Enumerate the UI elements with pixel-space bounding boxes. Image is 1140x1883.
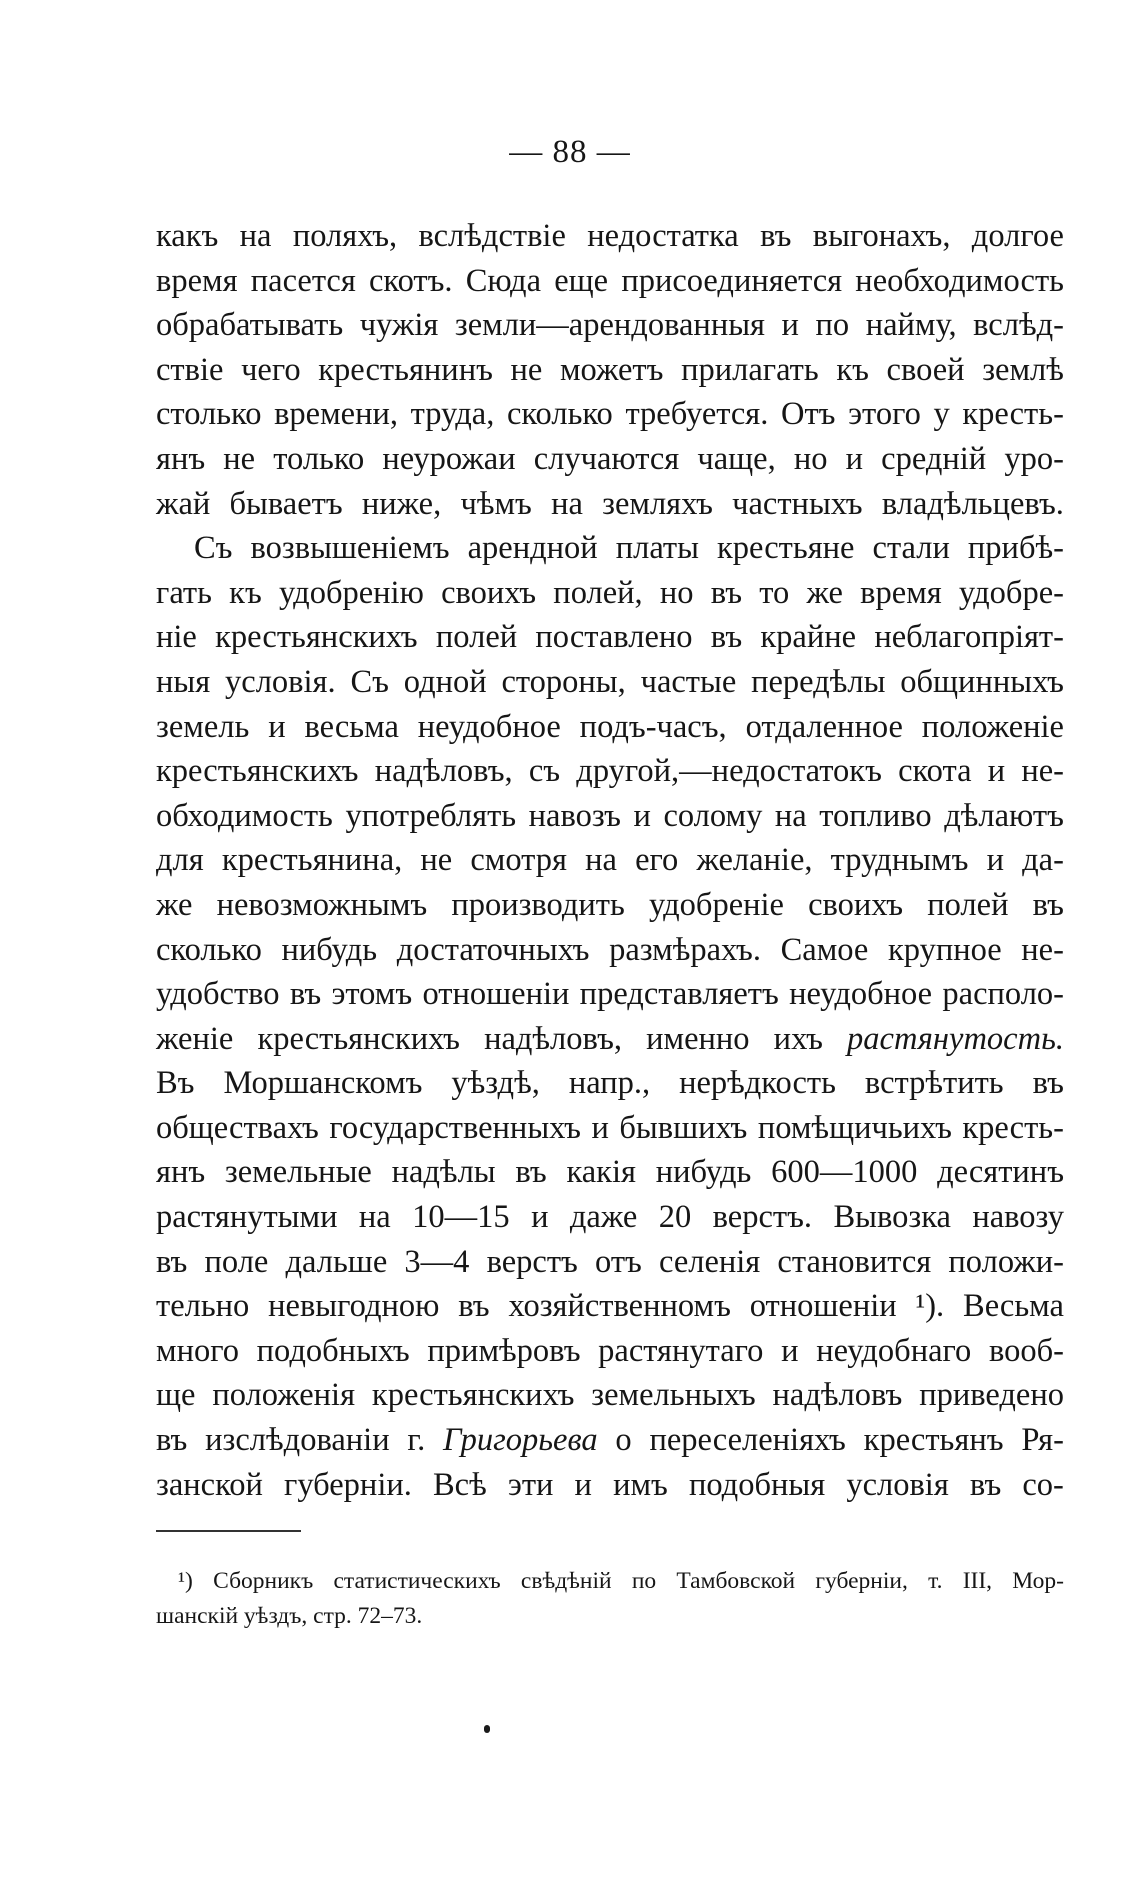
word: располо- xyxy=(942,976,1064,1013)
word: средній xyxy=(881,440,987,477)
word: напр., xyxy=(568,1065,651,1102)
word: вслѣд- xyxy=(973,307,1064,344)
word: размѣрахъ. xyxy=(609,931,761,968)
word: земли—арендованныя xyxy=(454,307,765,344)
text-line xyxy=(156,1418,1064,1463)
word: гать xyxy=(156,574,212,611)
word: г. xyxy=(407,1422,426,1459)
text-line xyxy=(156,259,1064,304)
word: общинныхъ xyxy=(900,663,1064,700)
text-line xyxy=(156,1329,1064,1374)
word: Съ xyxy=(194,530,233,567)
word: къ xyxy=(836,351,869,388)
text-line xyxy=(156,571,1064,616)
word: бывшихъ xyxy=(619,1109,748,1146)
word: неудобнаго xyxy=(816,1332,972,1369)
word: ¹) xyxy=(178,1568,193,1594)
text-line xyxy=(156,838,1064,883)
word: вслѣдствіе xyxy=(418,218,566,254)
word: можетъ xyxy=(559,351,664,388)
word: арендной xyxy=(467,530,598,567)
word: но xyxy=(659,574,694,611)
word: много xyxy=(156,1332,239,1369)
word: Моршанскомъ xyxy=(223,1065,423,1102)
page-number: — 88 — xyxy=(509,134,631,170)
word: своихъ xyxy=(441,574,537,611)
word: крестьяне xyxy=(716,530,855,567)
word: удобре- xyxy=(958,574,1064,611)
text-line xyxy=(156,705,1064,750)
word: земель xyxy=(156,708,250,745)
word: крестьянскихъ xyxy=(215,619,418,656)
word: съ xyxy=(528,753,561,790)
word: и xyxy=(987,753,1006,790)
word: подъ-часъ, xyxy=(579,708,727,745)
word: неудобное xyxy=(417,708,561,745)
word: не xyxy=(510,351,543,388)
footnote-line xyxy=(156,1564,1064,1599)
word: скота xyxy=(898,753,972,790)
word: представляетъ xyxy=(579,976,779,1013)
word: только xyxy=(273,440,365,477)
word: производить xyxy=(451,886,625,923)
word: 600—1000 xyxy=(771,1154,918,1191)
word: употреблять xyxy=(345,797,517,834)
word: крестьянина, xyxy=(221,842,403,879)
word: невыгодною xyxy=(268,1288,440,1325)
word: десятинъ xyxy=(937,1154,1064,1191)
word: на xyxy=(585,842,617,879)
word: изслѣдованіи xyxy=(205,1422,390,1459)
word: отдаленное xyxy=(745,708,903,745)
word: же xyxy=(806,574,843,611)
word: растянутаго xyxy=(598,1332,764,1369)
word: недостатка xyxy=(587,218,739,254)
word: въ xyxy=(289,976,322,1013)
word: и xyxy=(591,1109,609,1146)
word: пасется xyxy=(250,262,356,299)
word: удобренію xyxy=(278,574,424,611)
text-line xyxy=(156,1061,1064,1106)
word: полей xyxy=(927,886,1009,923)
word: 3—4 xyxy=(404,1243,470,1280)
word: III, xyxy=(962,1568,993,1594)
word: кресть- xyxy=(962,1109,1064,1146)
word: на xyxy=(358,1199,391,1236)
text-line xyxy=(156,615,1064,660)
word: время xyxy=(156,262,238,299)
word: верстъ. xyxy=(712,1199,813,1236)
text-line xyxy=(156,1463,1064,1508)
word: найму, xyxy=(865,307,957,344)
word: растянутыми xyxy=(156,1199,338,1236)
word: еще xyxy=(554,262,609,299)
word: какъ xyxy=(156,218,219,254)
footnote xyxy=(156,1564,1064,1634)
word: свѣдѣній xyxy=(520,1568,612,1594)
word: и xyxy=(633,797,651,834)
ink-dot xyxy=(484,1725,490,1733)
word: въ xyxy=(1032,1065,1064,1102)
word: топливо xyxy=(819,797,932,834)
word: же xyxy=(156,886,193,923)
word: достаточныхъ xyxy=(396,931,590,968)
text-line xyxy=(156,214,1064,259)
word: своей xyxy=(886,351,965,388)
word: чужія xyxy=(359,307,439,344)
word: прилагать xyxy=(681,351,819,388)
word: не xyxy=(420,842,453,879)
word: въ xyxy=(156,1422,188,1459)
word: положеніе xyxy=(921,708,1064,745)
word: столько xyxy=(156,396,262,433)
word: прибѣ- xyxy=(967,530,1064,567)
word: Сюда xyxy=(465,262,542,299)
text-line xyxy=(156,482,1064,527)
word: на xyxy=(239,218,272,254)
word: обрабатывать xyxy=(156,307,344,344)
word: крестьянскихъ xyxy=(371,1377,575,1414)
word: хозяйственномъ xyxy=(508,1288,731,1325)
word: полей xyxy=(435,619,518,656)
word: по xyxy=(815,307,850,344)
word: платы xyxy=(615,530,699,567)
word: условія xyxy=(846,1466,949,1503)
word: поляхъ, xyxy=(292,218,398,254)
word: женіе xyxy=(156,1020,234,1057)
footnote-divider xyxy=(156,1530,301,1532)
body-text xyxy=(156,214,1064,1507)
word: этого xyxy=(848,396,921,433)
word: этомъ xyxy=(331,976,413,1013)
text-line xyxy=(156,437,1064,482)
word: желаніе, xyxy=(696,842,813,879)
word: примѣровъ xyxy=(427,1332,581,1369)
text-line xyxy=(156,972,1064,1017)
word: и xyxy=(574,1466,592,1503)
word: встрѣтить xyxy=(864,1065,1004,1102)
text-line xyxy=(156,1240,1064,1285)
text-line xyxy=(156,1017,1064,1062)
word: Тамбовской xyxy=(676,1568,796,1594)
word: чаще, xyxy=(697,440,776,477)
word: въ xyxy=(458,1288,490,1325)
word: даже xyxy=(569,1199,638,1236)
word: требуется. xyxy=(625,396,769,433)
word: губерніи. xyxy=(284,1466,412,1503)
word: отношеніи xyxy=(749,1288,897,1325)
word: положенія xyxy=(212,1377,356,1414)
word: со- xyxy=(1022,1466,1064,1503)
word: бываетъ xyxy=(229,485,343,522)
text-line xyxy=(156,1284,1064,1329)
text-line xyxy=(156,1373,1064,1418)
text-line xyxy=(156,794,1064,839)
word: Весьма xyxy=(963,1288,1064,1325)
text-line xyxy=(156,1150,1064,1195)
word: невозможнымъ xyxy=(216,886,428,923)
word: ихъ xyxy=(773,1020,823,1057)
word: становится xyxy=(777,1243,932,1280)
word: 10—15 xyxy=(412,1199,510,1236)
word: земляхъ xyxy=(602,485,713,522)
word: ствіе xyxy=(156,351,224,388)
word: труда, xyxy=(410,396,495,433)
word: Самое xyxy=(780,931,869,968)
word: навозу xyxy=(972,1199,1064,1236)
word: и xyxy=(781,1332,799,1369)
word: стороны, xyxy=(501,663,626,700)
word: нибудь xyxy=(281,931,378,968)
word: растянутость. xyxy=(847,1020,1064,1057)
text-line xyxy=(156,749,1064,794)
word: передѣлы xyxy=(751,663,886,700)
word: времени, xyxy=(274,396,399,433)
text-line xyxy=(156,303,1064,348)
word: крестьянскихъ xyxy=(257,1020,460,1057)
word: 20 xyxy=(658,1199,692,1236)
text-line xyxy=(156,392,1064,437)
word: въ xyxy=(969,1466,1002,1503)
word: необходимость xyxy=(855,262,1064,299)
word: частые xyxy=(640,663,737,700)
word: крупное xyxy=(887,931,1002,968)
word: Всѣ xyxy=(433,1466,487,1503)
word: смотря xyxy=(470,842,567,879)
word: дѣлаютъ xyxy=(944,797,1064,834)
word: землѣ xyxy=(982,351,1064,388)
word: жай xyxy=(156,485,211,522)
word: и xyxy=(781,307,799,344)
word: положи- xyxy=(948,1243,1064,1280)
word: скотъ. xyxy=(369,262,453,299)
word: какія xyxy=(566,1154,636,1191)
text-line xyxy=(156,928,1064,973)
footnote-line: шанскій уѣздъ, стр. 72–73. xyxy=(156,1603,423,1629)
word: не- xyxy=(1021,931,1064,968)
word: обходимость xyxy=(156,797,333,834)
word: крестьянинъ xyxy=(318,351,493,388)
word: нерѣдкость xyxy=(679,1065,836,1102)
word: именно xyxy=(646,1020,750,1057)
word: крайне xyxy=(760,619,857,656)
word: надѣловъ xyxy=(772,1377,903,1414)
word: выгонахъ, xyxy=(812,218,951,254)
word: присоединяется xyxy=(621,262,843,299)
word: дальше xyxy=(285,1243,388,1280)
word: надѣлы xyxy=(391,1154,496,1191)
word: помѣщичьихъ xyxy=(757,1109,952,1146)
word: въ xyxy=(760,218,792,254)
word: въ xyxy=(156,1243,188,1280)
word: верстъ xyxy=(486,1243,578,1280)
word: другой,—недостатокъ xyxy=(576,753,882,790)
word: труднымъ xyxy=(830,842,969,879)
word: условія. xyxy=(225,663,336,700)
word: время xyxy=(860,574,942,611)
word: поле xyxy=(204,1243,269,1280)
text-line xyxy=(156,1106,1064,1151)
word: селенія xyxy=(659,1243,761,1280)
word: навозъ xyxy=(528,797,621,834)
word: вооб- xyxy=(988,1332,1064,1369)
word: своихъ xyxy=(808,886,904,923)
word: губерніи, xyxy=(815,1568,908,1594)
word: Григорьева xyxy=(443,1422,598,1459)
word: не- xyxy=(1021,753,1064,790)
word: земельныхъ xyxy=(591,1377,756,1414)
word: уѣздѣ, xyxy=(451,1065,540,1102)
word: кресть- xyxy=(962,396,1064,433)
word: чего xyxy=(241,351,301,388)
word: поставлено xyxy=(535,619,693,656)
word: крестьянъ xyxy=(863,1422,1004,1459)
word: переселеніяхъ xyxy=(649,1422,846,1459)
word: на xyxy=(774,797,807,834)
word: въ xyxy=(515,1154,547,1191)
word: государственныхъ xyxy=(329,1109,581,1146)
word: ныя xyxy=(156,663,211,700)
word: Ря- xyxy=(1021,1422,1064,1459)
word: тельно xyxy=(156,1288,250,1325)
word: не xyxy=(223,440,256,477)
word: случаются xyxy=(533,440,680,477)
word: отъ xyxy=(595,1243,642,1280)
word: янъ xyxy=(156,1154,206,1191)
word: и xyxy=(268,708,286,745)
word: крестьянскихъ xyxy=(156,753,359,790)
word: отношеніи xyxy=(422,976,570,1013)
word: но xyxy=(793,440,828,477)
word: да- xyxy=(1022,842,1064,879)
word: статистическихъ xyxy=(333,1568,501,1594)
word: весьма xyxy=(304,708,399,745)
word: полей, xyxy=(553,574,643,611)
word: въ xyxy=(710,574,743,611)
word: Мор- xyxy=(1012,1568,1064,1594)
word: о xyxy=(615,1422,632,1459)
text-line xyxy=(156,1195,1064,1240)
word: неурожаи xyxy=(382,440,516,477)
word: удобреніе xyxy=(648,886,784,923)
word: долгое xyxy=(971,218,1064,254)
word: ніе xyxy=(156,619,197,656)
text-line xyxy=(156,348,1064,393)
word: Съ xyxy=(350,663,389,700)
word: въ xyxy=(710,619,743,656)
word: владѣльцевъ. xyxy=(881,485,1064,522)
text-line xyxy=(156,883,1064,928)
word: эти xyxy=(507,1466,554,1503)
word: Сборникъ xyxy=(213,1568,314,1594)
word: Вывозка xyxy=(833,1199,951,1236)
word: ще xyxy=(156,1377,196,1414)
text-line xyxy=(156,526,1064,571)
text-line xyxy=(156,660,1064,705)
word: т. xyxy=(928,1568,943,1594)
word: стали xyxy=(872,530,950,567)
word: ниже, xyxy=(361,485,442,522)
word: имъ xyxy=(613,1466,668,1503)
word: обществахъ xyxy=(156,1109,319,1146)
word: нибудь xyxy=(655,1154,752,1191)
word: удобство xyxy=(156,976,280,1013)
word: приведено xyxy=(919,1377,1064,1414)
word: то xyxy=(759,574,790,611)
word: неудобное xyxy=(789,976,933,1013)
word: по xyxy=(631,1568,657,1594)
word: у xyxy=(933,396,950,433)
word: уро- xyxy=(1004,440,1064,477)
word: Отъ xyxy=(780,396,836,433)
word: Въ xyxy=(156,1065,195,1102)
word: надѣловъ, xyxy=(484,1020,622,1057)
word: и xyxy=(845,440,864,477)
word: и xyxy=(986,842,1004,879)
word: и xyxy=(531,1199,549,1236)
word: земельные xyxy=(224,1154,372,1191)
word: надѣловъ, xyxy=(374,753,513,790)
word: одной xyxy=(403,663,487,700)
word: къ xyxy=(229,574,262,611)
word: ¹). xyxy=(915,1288,945,1325)
word: янъ xyxy=(156,440,206,477)
word: занской xyxy=(156,1466,263,1503)
word: сколько xyxy=(156,931,262,968)
word: для xyxy=(156,842,204,879)
word: подобныхъ xyxy=(256,1332,410,1369)
word: подобныя xyxy=(688,1466,826,1503)
word: въ xyxy=(1032,886,1064,923)
word: на xyxy=(551,485,583,522)
word: неблагопріят- xyxy=(874,619,1064,656)
word: возвышеніемъ xyxy=(250,530,450,567)
word: сколько xyxy=(506,396,613,433)
word: чѣмъ xyxy=(460,485,532,522)
word: его xyxy=(635,842,679,879)
word: частныхъ xyxy=(732,485,863,522)
word: солому xyxy=(663,797,763,834)
